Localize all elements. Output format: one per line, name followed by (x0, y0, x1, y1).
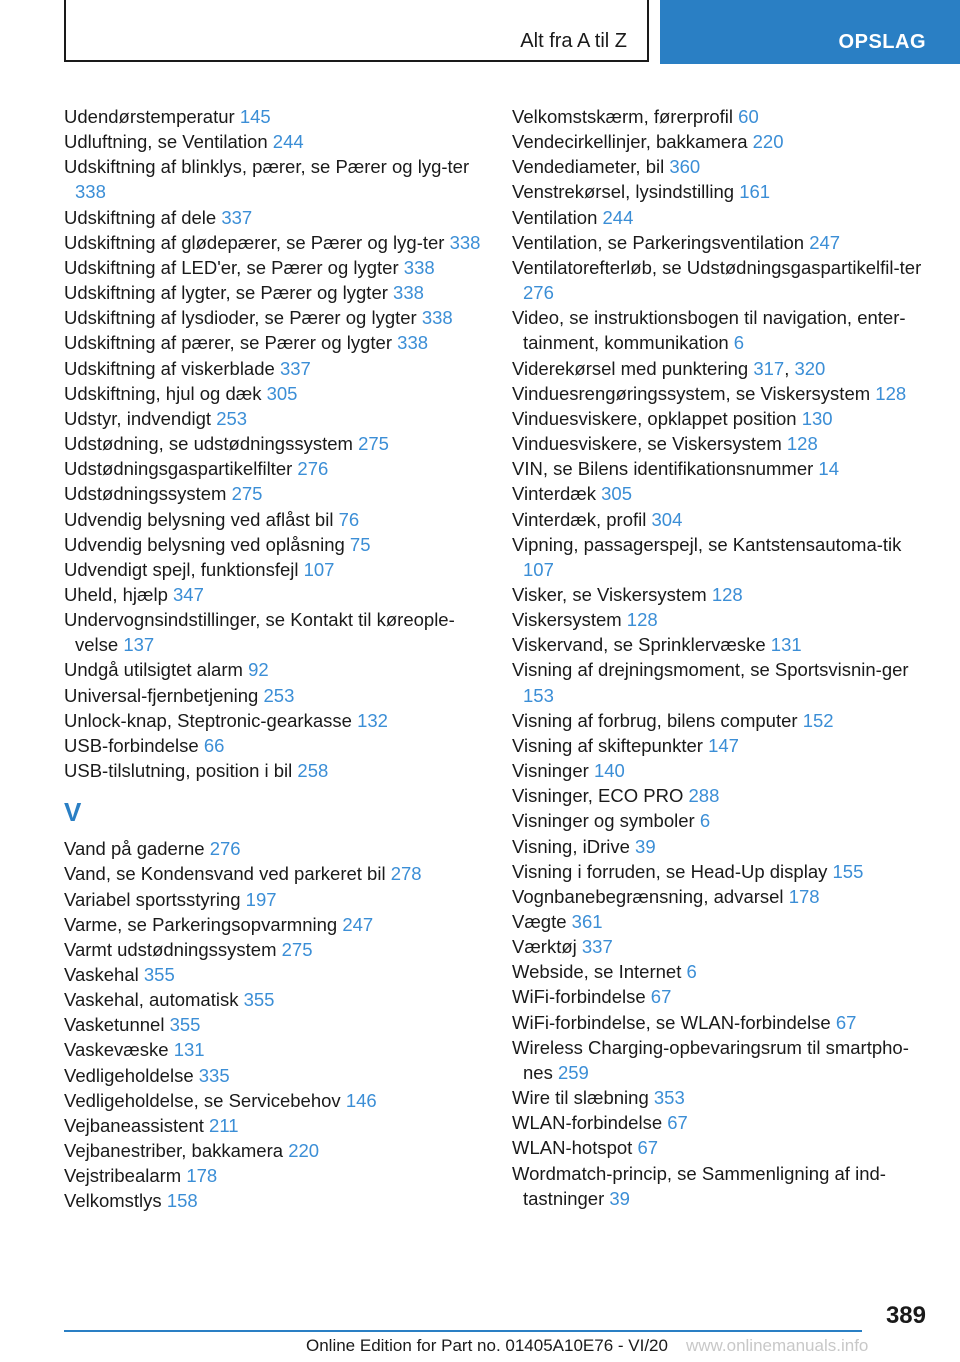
page-reference-link[interactable]: 6 (699, 810, 711, 832)
index-entry-text: Vinterdæk (512, 483, 596, 505)
edition-footer: Online Edition for Part no. 01405A10E76 - VI/20 (306, 1336, 668, 1355)
page-reference-link[interactable]: 304 (651, 508, 683, 530)
index-entry-text: Wire til slæbning (512, 1087, 649, 1109)
index-entry (512, 1085, 932, 1110)
index-entry (64, 1163, 484, 1188)
index-entry (64, 280, 484, 305)
index-entry (512, 1161, 932, 1211)
index-entry-text: USB-forbindelse (64, 734, 199, 756)
index-entry (64, 1138, 484, 1163)
index-entry (64, 836, 484, 861)
index-entry-text: Undgå utilsigtet alarm (64, 659, 243, 681)
index-entry (64, 607, 484, 657)
page-reference-link[interactable]: 275 (231, 483, 263, 505)
index-entry (512, 1035, 932, 1085)
index-entry (512, 381, 932, 406)
index-entry (512, 657, 932, 707)
index-entry (512, 255, 932, 305)
index-entry (64, 154, 484, 204)
index-entry-text: Ventilation, se Parkeringsventilation (512, 231, 805, 253)
page-reference-link[interactable]: 76 (338, 508, 360, 530)
index-entry (512, 783, 932, 808)
index-entry-text: Vinduesviskere, opklappet position (512, 407, 797, 429)
index-entry (64, 406, 484, 431)
page-reference-link[interactable]: 145 (239, 106, 271, 127)
index-entry: Viderekørsel med punktering 317, 320 (512, 357, 826, 379)
index-entry (64, 1113, 484, 1138)
index-entry (64, 557, 484, 582)
index-entry (64, 305, 484, 330)
index-entry-text: Vinduesrengøringssystem, se Viskersystem (512, 382, 871, 404)
index-entry (512, 607, 932, 632)
page-reference-link[interactable]: 275 (281, 938, 313, 960)
page-reference-link[interactable]: 317 (753, 357, 785, 379)
page-reference-link[interactable]: 211 (209, 1114, 239, 1136)
index-entry (64, 733, 484, 758)
index-entry-text: WLAN-forbindelse (512, 1112, 663, 1134)
page-reference-link[interactable]: 128 (875, 382, 907, 404)
index-entry-text: Vaskehal (64, 964, 139, 985)
index-entry-text: Viskersystem (512, 609, 622, 631)
index-entry-text: Undervognsindstillinger, se Kontakt til køreople-velse (64, 609, 455, 656)
index-entry (512, 481, 932, 506)
section-title-box (64, 0, 649, 62)
index-entry (64, 987, 484, 1012)
page-reference-link[interactable]: 347 (173, 583, 204, 605)
page-reference-link[interactable]: 67 (637, 1137, 659, 1159)
index-entry-text: Vaskehal, automatisk (64, 989, 239, 1011)
index-entry (64, 456, 484, 481)
index-entry-text: Udstyr, indvendigt (64, 407, 212, 429)
index-entry (64, 861, 484, 886)
index-entry (64, 255, 484, 280)
index-entry-text: Vipning, passagerspejl, se Kantstensautoma-tik (512, 533, 902, 555)
index-entry (512, 129, 932, 154)
index-entry-text: Visninger, ECO PRO (512, 785, 684, 807)
index-entry-text: Udskiftning, hjul og dæk (64, 382, 262, 404)
page-reference-link[interactable]: 288 (688, 785, 720, 807)
index-entry (64, 481, 484, 506)
page-reference-link[interactable]: 6 (686, 961, 697, 983)
page-reference-link[interactable]: 128 (711, 583, 743, 605)
index-entry (64, 129, 484, 154)
index-entry (64, 230, 484, 255)
opslag-tab[interactable] (660, 0, 960, 64)
page-reference-link[interactable]: 275 (358, 433, 389, 455)
index-entry-text: Udvendigt spejl, funktionsfejl (64, 558, 299, 580)
index-entry (512, 1110, 932, 1135)
index-entry-text: Variabel sportsstyring (64, 888, 241, 910)
index-entry (64, 758, 484, 783)
index-entry-text: Wordmatch-princip, se Sammenligning af ind-tastninger (512, 1162, 886, 1209)
index-entry (512, 104, 932, 129)
page-reference-link[interactable]: 60 (738, 106, 759, 127)
page-reference-link[interactable]: 197 (245, 888, 277, 910)
index-entry (512, 984, 932, 1009)
page-reference-link[interactable]: 6 (733, 332, 745, 354)
index-entry (512, 1135, 932, 1160)
page-reference-link[interactable]: 220 (752, 131, 784, 153)
page-reference-link[interactable]: 320 (794, 357, 826, 379)
page-reference-link[interactable]: 161 (739, 181, 771, 203)
page-reference-link[interactable]: 338 (75, 181, 106, 203)
index-entry-text: WLAN-hotspot (512, 1137, 633, 1159)
index-entry (512, 179, 932, 204)
index-entry (512, 834, 932, 859)
page-reference-link[interactable]: 14 (818, 458, 839, 480)
section-title: Alt fra A til Z (520, 30, 627, 52)
page-reference-link[interactable]: 67 (667, 1112, 688, 1134)
index-entry (512, 154, 932, 179)
page-reference-link[interactable]: 128 (626, 609, 658, 631)
page-reference-link[interactable]: 355 (169, 1014, 201, 1036)
index-entry (512, 230, 932, 255)
index-entry-text: Unlock-knap, Steptronic-gearkasse (64, 709, 352, 731)
index-entry-text: Varme, se Parkeringsopvarmning (64, 913, 338, 935)
index-entry (512, 305, 932, 355)
index-entry-text: Velkomstskærm, førerprofil (512, 106, 734, 127)
page-reference-link[interactable]: 75 (349, 533, 371, 555)
index-entry (64, 887, 484, 912)
page-reference-link[interactable]: 244 (272, 131, 304, 153)
index-entry-text: Visning, iDrive (512, 835, 630, 857)
page-reference-link[interactable]: 178 (186, 1165, 218, 1187)
index-entry-text: Vinterdæk, profil (512, 508, 647, 530)
index-entry (64, 708, 484, 733)
letter-heading-v: V (64, 797, 82, 828)
index-entry (512, 859, 932, 884)
page-reference-link[interactable]: 335 (198, 1064, 230, 1086)
index-entry-text: Udskiftning af lygter, se Pærer og lygter (64, 282, 388, 304)
page-reference-link[interactable]: 66 (203, 734, 225, 756)
index-list-right (512, 104, 932, 1211)
page-number: 389 (885, 1302, 926, 1329)
index-entry-text: Vendecirkellinjer, bakkamera (512, 131, 748, 153)
index-entry-text: Vand, se Kondensvand ved parkeret bil (64, 863, 386, 885)
index-entry (64, 582, 484, 607)
index-entry-text: Vand på gaderne (64, 838, 205, 860)
index-entry-text: Visning af skiftepunkter (512, 734, 703, 756)
watermark: www.onlinemanuals.info (686, 1336, 869, 1355)
page-reference-link[interactable]: 152 (802, 709, 834, 731)
index-entry-text: Vægte (512, 911, 567, 932)
page-reference-link[interactable]: 360 (669, 156, 701, 178)
index-entry (64, 1088, 484, 1113)
page-reference-link[interactable]: 128 (786, 433, 818, 455)
page-reference-link[interactable]: 355 (143, 964, 175, 985)
page-reference-link[interactable]: 338 (403, 256, 435, 278)
index-entry (64, 962, 484, 987)
index-entry (64, 205, 484, 230)
page-reference-link[interactable]: 67 (835, 1011, 857, 1033)
index-entry-text: Udluftning, se Ventilation (64, 131, 268, 153)
index-entry (512, 758, 932, 783)
index-entry-text: Udendørstemperatur (64, 106, 235, 127)
opslag-tab-label: OPSLAG (838, 31, 926, 53)
index-entry (64, 507, 484, 532)
index-entry (512, 507, 932, 532)
index-entry-text: Vendediameter, bil (512, 156, 665, 178)
page-reference-link[interactable]: 244 (602, 206, 634, 228)
index-entry-text: Vasketunnel (64, 1014, 165, 1036)
index-column-left (64, 104, 484, 1214)
index-entry (512, 456, 932, 481)
index-entry-text: Udvendig belysning ved aflåst bil (64, 508, 334, 530)
index-entry (64, 1037, 484, 1062)
index-entry-text: Visning af forbrug, bilens computer (512, 709, 798, 731)
footer-divider (64, 1330, 862, 1332)
page-reference-link[interactable]: 147 (708, 734, 739, 756)
index-entry-text: Velkomstlys (64, 1190, 162, 1212)
index-entry (512, 205, 932, 230)
index-entry-text: Udskiftning af pærer, se Pærer og lygter (64, 332, 393, 354)
page-reference-link[interactable]: 178 (788, 885, 820, 907)
page-reference-link[interactable]: 258 (297, 760, 329, 782)
page-reference-link[interactable]: 276 (297, 458, 329, 480)
index-entry (512, 431, 932, 456)
page-reference-link[interactable]: 132 (357, 709, 388, 731)
index-entry-text: Viderekørsel med punktering (512, 357, 749, 379)
page-reference-link[interactable]: 278 (390, 863, 422, 885)
index-entry (64, 431, 484, 456)
index-entry (64, 657, 484, 682)
page-reference-link[interactable]: 338 (449, 231, 481, 253)
page-reference-link[interactable]: 153 (523, 684, 554, 706)
index-entry (512, 884, 932, 909)
index-entry-text: Visninger og symboler (512, 810, 695, 832)
index-entry-text: Visninger (512, 760, 589, 782)
index-entry-text: USB-tilslutning, position i bil (64, 760, 293, 782)
page-reference-link[interactable]: 137 (123, 634, 155, 656)
index-entry (512, 406, 932, 431)
index-entry-text: Vejbaneassistent (64, 1114, 204, 1136)
index-entry-text: Viskervand, se Sprinklervæske (512, 634, 766, 656)
index-entry-text: Vejstribealarm (64, 1165, 182, 1187)
page-reference-link[interactable]: 253 (263, 684, 295, 706)
index-entry-text: Visker, se Viskersystem (512, 583, 707, 605)
index-entry-text: Udskiftning af dele (64, 206, 217, 228)
page-reference-link[interactable]: 158 (166, 1190, 198, 1212)
index-entry-text: Vaskevæske (64, 1039, 169, 1061)
index-entry (64, 532, 484, 557)
index-entry (512, 532, 932, 582)
index-list-u (64, 104, 484, 783)
index-entry (64, 356, 484, 381)
index-entry-text: Vejbanestriber, bakkamera (64, 1140, 284, 1162)
index-entry (512, 733, 932, 758)
page-reference-link[interactable]: 276 (209, 838, 241, 860)
index-entry-text: Udskiftning af lysdioder, se Pærer og lygter (64, 307, 417, 329)
page-reference-link[interactable]: 353 (653, 1087, 685, 1109)
index-entry (512, 632, 932, 657)
index-entry-text: Video, se instruktionsbogen til navigation, enter-tainment, kommunikation (512, 307, 906, 354)
page-reference-link[interactable]: 338 (397, 332, 429, 354)
index-entry (64, 1188, 484, 1213)
index-entry (64, 104, 484, 129)
index-entry (64, 1063, 484, 1088)
index-entry (512, 808, 932, 833)
page-reference-link[interactable]: 361 (571, 911, 603, 932)
index-entry (512, 1010, 932, 1035)
page-reference-link[interactable]: 131 (770, 634, 802, 656)
page-reference-link[interactable]: 247 (809, 231, 841, 253)
page-reference-link[interactable]: 92 (248, 659, 269, 681)
page-reference-link[interactable]: 305 (601, 483, 632, 505)
page-reference-link[interactable]: 39 (609, 1187, 630, 1209)
index-entry-text: Visning i forruden, se Head-Up display (512, 860, 828, 882)
page-reference-link[interactable]: 337 (279, 357, 311, 379)
page-reference-link[interactable]: 67 (650, 986, 672, 1008)
index-entry (64, 330, 484, 355)
page-reference-link[interactable]: 131 (173, 1039, 205, 1061)
page-reference-link[interactable]: 259 (557, 1061, 589, 1083)
index-entry-text: WiFi-forbindelse, se WLAN-forbindelse (512, 1011, 831, 1033)
page-reference-link[interactable]: 130 (801, 407, 833, 429)
page-reference-link[interactable]: 146 (345, 1089, 377, 1111)
index-entry-text: Udvendig belysning ved oplåsning (64, 533, 345, 555)
page-reference-link[interactable]: 253 (216, 407, 248, 429)
index-entry-text: Ventilation (512, 206, 598, 228)
index-entry-text: WiFi-forbindelse (512, 986, 646, 1008)
index-entry-text: Udskiftning af LED'er, se Pærer og lygter (64, 256, 399, 278)
index-entry-text: Webside, se Internet (512, 961, 682, 983)
page-reference-link[interactable]: 305 (266, 382, 298, 404)
index-entry-text: Vognbanebegrænsning, advarsel (512, 885, 784, 907)
index-entry-text: Varmt udstødningssystem (64, 938, 277, 960)
index-entry-text: Venstrekørsel, lysindstilling (512, 181, 735, 203)
index-entry (64, 381, 484, 406)
index-entry-text: Ventilatorefterløb, se Udstødningsgaspartikelfil-ter (512, 256, 922, 278)
index-entry (64, 683, 484, 708)
index-entry (512, 708, 932, 733)
index-entry-text: Værktøj (512, 936, 577, 958)
index-entry (64, 937, 484, 962)
page-reference-link[interactable]: 337 (221, 206, 253, 228)
index-entry-text: Udskiftning af glødepærer, se Pærer og lyg-ter (64, 231, 445, 253)
index-entry (64, 1012, 484, 1037)
page-reference-link[interactable]: 355 (243, 989, 275, 1011)
index-list-v (64, 836, 484, 1213)
page-reference-link[interactable]: 140 (593, 760, 625, 782)
index-entry-text: Udskiftning af blinklys, pærer, se Pærer og lyg-ter (64, 156, 470, 178)
page-reference-link[interactable]: 338 (421, 307, 453, 329)
index-entry-text: Vedligeholdelse, se Servicebehov (64, 1089, 341, 1111)
index-entry-text: Visning af drejningsmoment, se Sportsvisnin-ger (512, 659, 909, 681)
index-entry-text: Universal-fjernbetjening (64, 684, 259, 706)
page-reference-link[interactable]: 107 (303, 558, 335, 580)
index-entry (64, 912, 484, 937)
page-reference-link[interactable]: 220 (288, 1140, 320, 1162)
index-entry-text: Udskiftning af viskerblade (64, 357, 275, 379)
index-entry-text: Uheld, hjælp (64, 583, 168, 605)
page-reference-link[interactable]: 337 (581, 936, 613, 958)
page-reference-link[interactable]: 276 (523, 282, 554, 304)
index-entry-text: Wireless Charging-opbevaringsrum til smartpho-nes (512, 1036, 909, 1083)
index-entry-text: VIN, se Bilens identifikationsnummer (512, 458, 814, 480)
page-reference-link[interactable]: 107 (523, 558, 554, 580)
index-entry-text: Udstødning, se udstødningssystem (64, 433, 353, 455)
page-reference-link[interactable]: 247 (342, 913, 374, 935)
index-entry-text: Vinduesviskere, se Viskersystem (512, 433, 782, 455)
index-column-right (512, 104, 932, 1211)
index-entry (512, 909, 932, 934)
index-entry-text: Udstødningsgaspartikelfilter (64, 458, 293, 480)
index-entry (512, 582, 932, 607)
page-reference-link[interactable]: 155 (832, 860, 864, 882)
page-reference-link[interactable]: 338 (393, 282, 424, 304)
index-entry (512, 959, 932, 984)
index-entry (512, 934, 932, 959)
page-header (0, 0, 960, 66)
page-reference-link[interactable]: 39 (635, 835, 656, 857)
index-entry-text: Udstødningssystem (64, 483, 227, 505)
index-entry-text: Vedligeholdelse (64, 1064, 194, 1086)
